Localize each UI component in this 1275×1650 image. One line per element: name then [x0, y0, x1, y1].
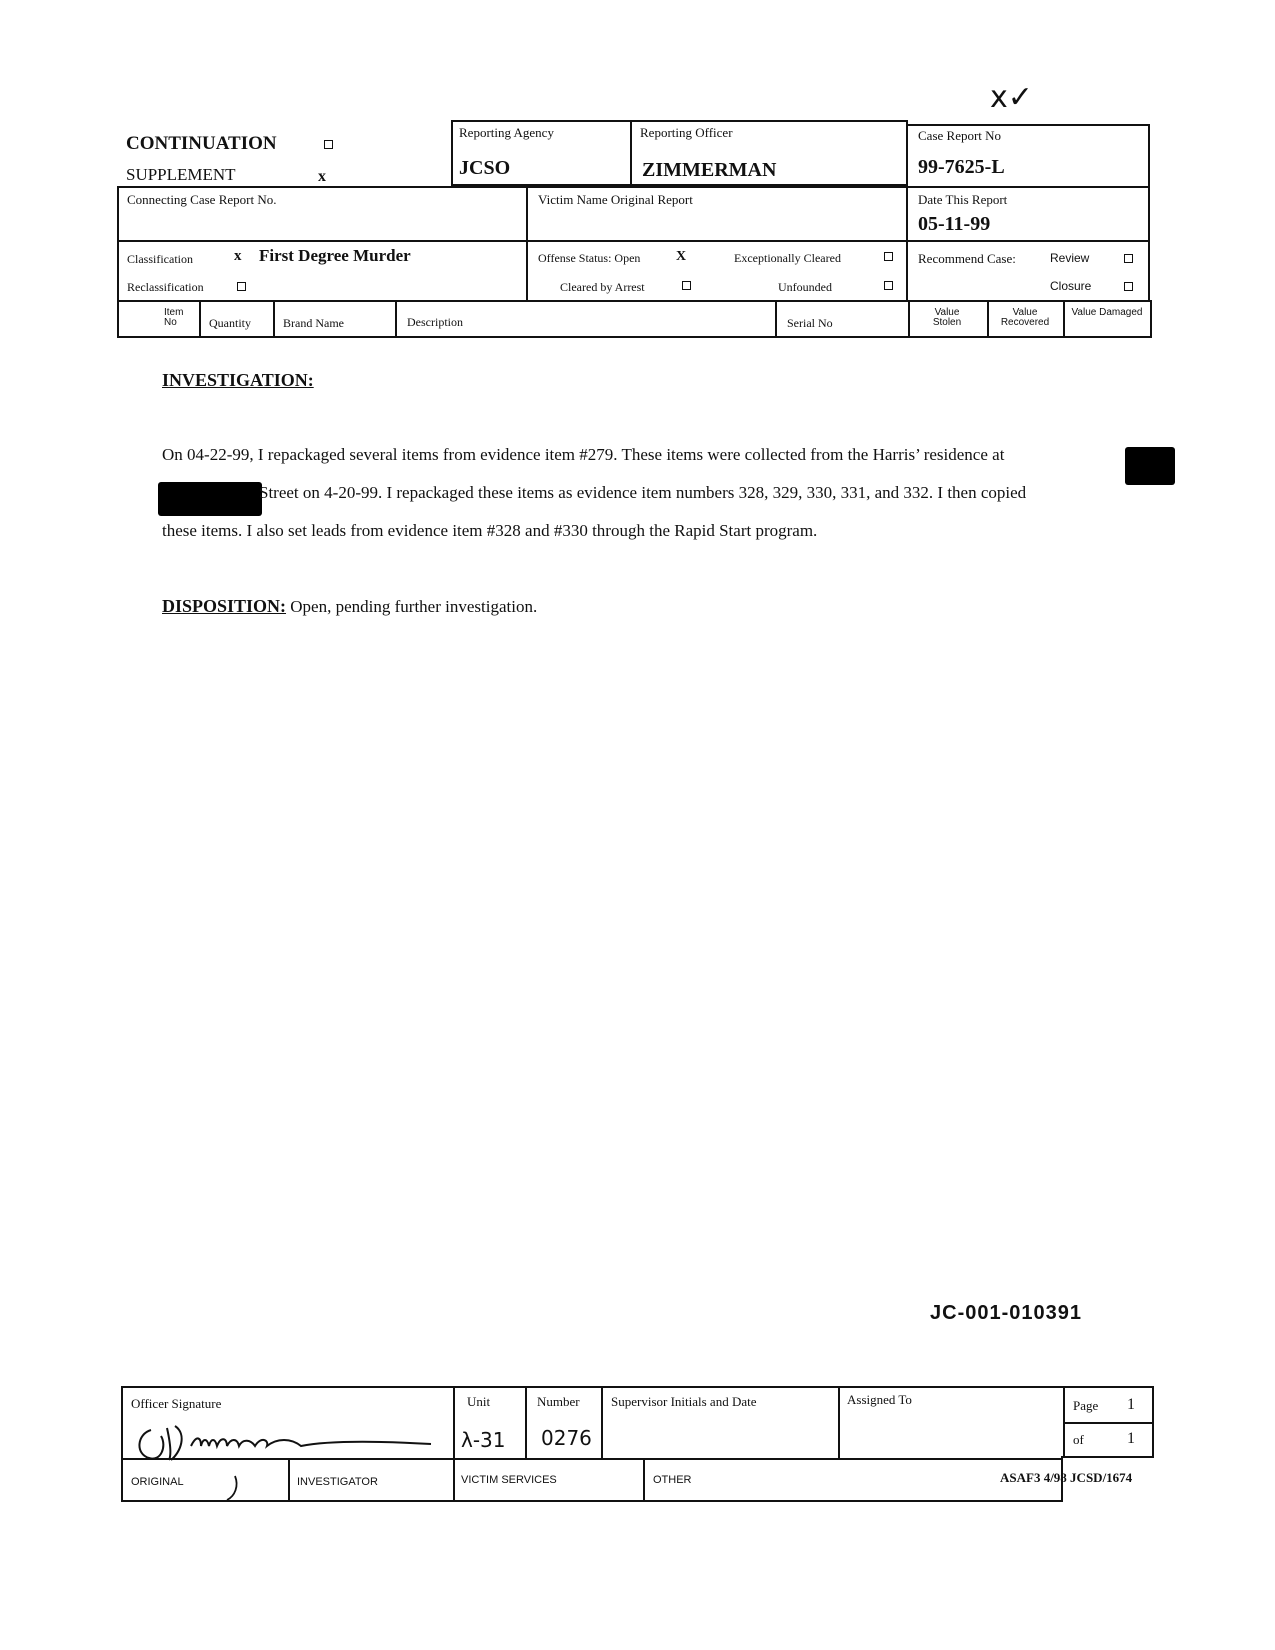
case-report-no-label: Case Report No [918, 128, 1002, 143]
offense-open-mark: X [676, 249, 687, 264]
unfounded-label: Unfounded [778, 280, 832, 294]
connecting-case-label: Connecting Case Report No. [127, 192, 277, 207]
reporting-agency-label: Reporting Agency [459, 125, 554, 140]
reclassification-label: Reclassification [127, 280, 204, 294]
continuation-label: CONTINUATION [126, 133, 277, 154]
case-report-no-value: 99-7625-L [918, 156, 1005, 178]
victim-name-cell [526, 186, 908, 242]
offense-status-cell [526, 240, 908, 302]
page-value: 1 [1127, 1396, 1135, 1413]
reporting-agency-cell [451, 120, 632, 186]
exceptionally-cleared-label: Exceptionally Cleared [734, 251, 841, 265]
exceptionally-cleared-checkbox[interactable] [884, 252, 893, 261]
date-this-report-value: 05-11-99 [918, 213, 991, 235]
col-value-recovered: Value Recovered [1000, 307, 1050, 328]
investigation-heading: INVESTIGATION: [162, 370, 314, 390]
reporting-officer-value: ZIMMERMAN [642, 159, 777, 181]
disposition-heading: DISPOSITION: [162, 596, 287, 616]
col-value-stolen: Value Stolen [932, 307, 962, 328]
closure-label: Closure [1050, 279, 1092, 293]
of-value: 1 [1127, 1430, 1135, 1447]
reporting-officer-label: Reporting Officer [640, 125, 733, 140]
unit-value: λ-31 [461, 1428, 506, 1452]
col-item-no: Item No [164, 307, 184, 328]
number-value: 0276 [541, 1426, 592, 1450]
supplement-mark: x [318, 168, 326, 185]
assigned-to-label: Assigned To [847, 1392, 912, 1407]
review-label: Review [1050, 251, 1090, 265]
offense-status-label: Offense Status: Open [538, 251, 641, 265]
original-label: ORIGINAL [131, 1476, 184, 1488]
unfounded-checkbox[interactable] [884, 281, 893, 290]
connecting-case-cell [117, 186, 528, 242]
col-brand-name: Brand Name [283, 316, 344, 330]
col-description: Description [407, 315, 463, 329]
victim-services-label: VICTIM SERVICES [461, 1474, 557, 1486]
supervisor-label: Supervisor Initials and Date [611, 1394, 757, 1409]
date-this-report-cell [906, 186, 1150, 242]
col-value-damaged: Value Damaged [1071, 307, 1143, 318]
redaction-block [158, 482, 262, 516]
number-label: Number [537, 1394, 580, 1409]
col-serial-no: Serial No [787, 316, 833, 330]
col-quantity: Quantity [209, 316, 251, 330]
of-label: of [1073, 1432, 1084, 1447]
narrative-line-3: these items. I also set leads from evidence item #328 and #330 through the Rapid Start program. [162, 521, 818, 540]
date-this-report-label: Date This Report [918, 192, 1008, 207]
form-code: ASAF3 4/98 JCSD/1674 [1000, 1470, 1133, 1485]
continuation-checkbox[interactable] [324, 140, 333, 149]
disposition-text: Open, pending further investigation. [286, 597, 538, 616]
page-label: Page [1073, 1398, 1099, 1413]
reporting-officer-cell [630, 120, 908, 186]
narrative-line-2: Street on 4-20-99. I repackaged these items as evidence item numbers 328, 329, 330, 331, and 332. I then copied [259, 483, 1027, 502]
victim-name-label: Victim Name Original Report [538, 192, 693, 207]
redaction-block [1125, 447, 1175, 485]
supplement-label: SUPPLEMENT [126, 165, 236, 184]
closure-checkbox[interactable] [1124, 282, 1133, 291]
classification-cell [117, 240, 528, 302]
classification-mark: x [234, 248, 242, 264]
cleared-by-arrest-label: Cleared by Arrest [560, 280, 645, 294]
unit-label: Unit [467, 1394, 491, 1409]
officer-signature-image [131, 1416, 451, 1502]
cleared-by-arrest-checkbox[interactable] [682, 281, 691, 290]
reclassification-checkbox[interactable] [237, 282, 246, 291]
recommend-case-cell [906, 240, 1150, 302]
item-columns-header [117, 300, 1152, 338]
investigator-label: INVESTIGATOR [297, 1476, 378, 1488]
classification-value: First Degree Murder [259, 246, 411, 265]
review-checkbox[interactable] [1124, 254, 1133, 263]
disposition-line [162, 588, 537, 625]
officer-signature-label: Officer Signature [131, 1396, 222, 1411]
classification-label: Classification [127, 252, 193, 266]
check-mark: x✓ [990, 80, 1033, 115]
bates-number: JC-001-010391 [930, 1302, 1082, 1324]
recommend-case-label: Recommend Case: [918, 251, 1016, 266]
reporting-agency-value: JCSO [459, 157, 511, 179]
narrative-line-1: On 04-22-99, I repackaged several items from evidence item #279. These items were collected from the Harris’ residence at [162, 445, 1005, 464]
other-label: OTHER [653, 1474, 692, 1486]
case-report-no-cell [906, 124, 1150, 188]
